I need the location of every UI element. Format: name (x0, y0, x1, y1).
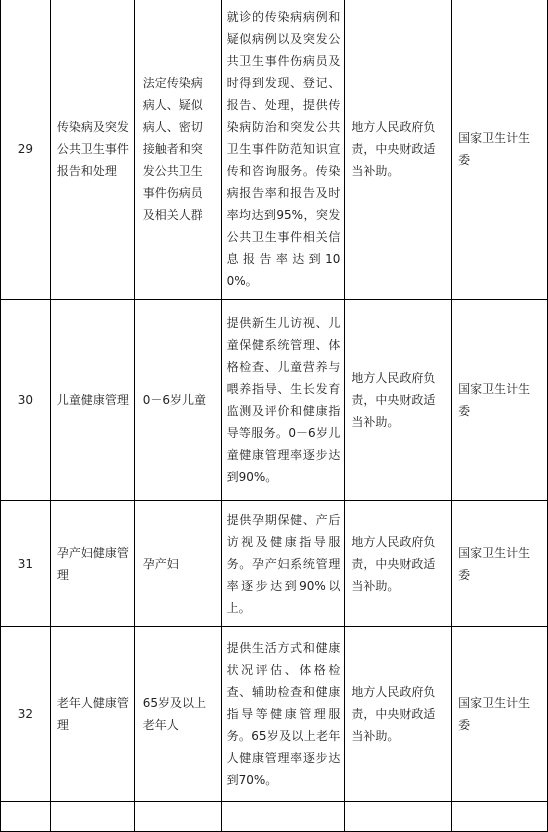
row-number: 30 (1, 300, 51, 501)
lead-department: 国家卫生计生委 (452, 627, 548, 802)
service-content: 提供孕期保健、产后访视及健康指导服务。孕产妇系统管理率逐步达到90%以上。 (221, 501, 345, 627)
row-number: 32 (1, 627, 51, 802)
row-number: 29 (1, 0, 51, 300)
funding-responsibility: 地方人民政府负责，中央财政适当补助。 (345, 300, 452, 501)
table-row (1, 0, 548, 300)
funding-responsibility: 地方人民政府负责，中央财政适当补助。 (345, 0, 452, 300)
table-row (1, 501, 548, 627)
lead-department: 国家卫生计生委 (452, 0, 548, 300)
lead-department: 国家卫生计生委 (452, 300, 548, 501)
target-group: 孕产妇 (134, 501, 221, 627)
lead-department: 国家卫生计生委 (452, 501, 548, 627)
service-content: 就诊的传染病病例和疑似病例以及突发公共卫生事件伤病员及时得到发现、登记、报告、处理，提供传染病防治和突发公共卫生事件防范知识宣传和咨询服务。传染病报告率和报告及时率均达到95%，突发公共卫生事件相关信息报告率达到100%。 (221, 0, 345, 300)
row-number: 31 (1, 501, 51, 627)
service-name: 孕产妇健康管理 (50, 501, 134, 627)
funding-responsibility: 地方人民政府负责，中央财政适当补助。 (345, 501, 452, 627)
table-row (1, 300, 548, 501)
table-row (1, 627, 548, 802)
service-content: 提供新生儿访视、儿童保健系统管理、体格检查、儿童营养与喂养指导、生长发育监测及评价和健康指导等服务。0－6岁儿童健康管理率逐步达到90%。 (221, 300, 345, 501)
table-row-partial (1, 802, 548, 832)
service-name: 儿童健康管理 (50, 300, 134, 501)
target-group: 法定传染病病人、疑似病人、密切接触者和突发公共卫生事件伤病员及相关人群 (134, 0, 221, 300)
funding-responsibility: 地方人民政府负责，中央财政适当补助。 (345, 627, 452, 802)
target-group: 0－6岁儿童 (134, 300, 221, 501)
service-name: 传染病及突发公共卫生事件报告和处理 (50, 0, 134, 300)
service-content: 提供生活方式和健康状况评估、体格检查、辅助检查和健康指导等健康管理服务。65岁及以上老年人健康管理率逐步达到70%。 (221, 627, 345, 802)
service-name: 老年人健康管理 (50, 627, 134, 802)
target-group: 65岁及以上老年人 (134, 627, 221, 802)
